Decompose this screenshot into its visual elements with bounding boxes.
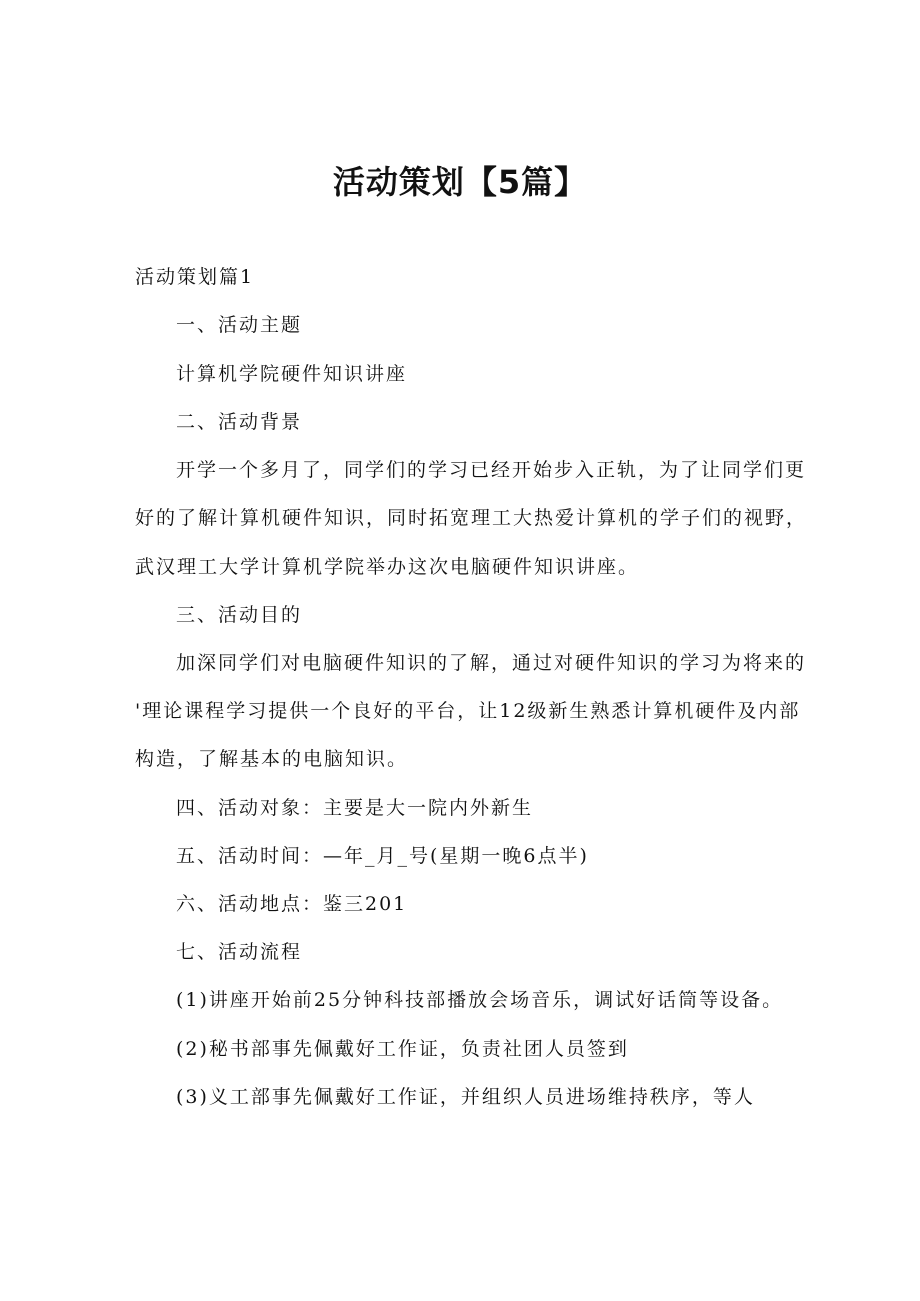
process-step-3: (3)义工部事先佩戴好工作证，并组织人员进场维持秩序，等人 [176, 1086, 755, 1108]
background-line-1: 开学一个多月了，同学们的学习已经开始步入正轨，为了让同学们更 [176, 459, 807, 481]
process-heading: 七、活动流程 [176, 941, 303, 963]
time-line: 五、活动时间：—年_月_号(星期一晚6点半) [176, 845, 589, 867]
purpose-line-3: 构造，了解基本的电脑知识。 [135, 748, 409, 770]
purpose-line-2: '理论课程学习提供一个良好的平台，让12级新生熟悉计算机硬件及内部 [135, 700, 801, 722]
background-line-3: 武汉理工大学计算机学院举办这次电脑硬件知识讲座。 [135, 556, 640, 578]
process-step-2: (2)秘书部事先佩戴好工作证，负责社团人员签到 [176, 1038, 629, 1060]
purpose-line-1: 加深同学们对电脑硬件知识的了解，通过对硬件知识的学习为将来的 [176, 652, 807, 674]
process-step-1: (1)讲座开始前25分钟科技部播放会场音乐，调试好话筒等设备。 [176, 989, 784, 1011]
theme-heading: 一、活动主题 [176, 314, 303, 336]
document-title: 活动策划【5篇】 [332, 163, 588, 201]
location-line: 六、活动地点：鉴三201 [176, 893, 408, 915]
background-line-2: 好的了解计算机硬件知识，同时拓宽理工大热爱计算机的学子们的视野， [135, 507, 808, 529]
purpose-heading: 三、活动目的 [176, 604, 303, 626]
background-heading: 二、活动背景 [176, 411, 303, 433]
audience-line: 四、活动对象：主要是大一院内外新生 [176, 797, 534, 819]
theme-text: 计算机学院硬件知识讲座 [176, 363, 408, 385]
section-heading: 活动策划篇1 [135, 266, 255, 288]
